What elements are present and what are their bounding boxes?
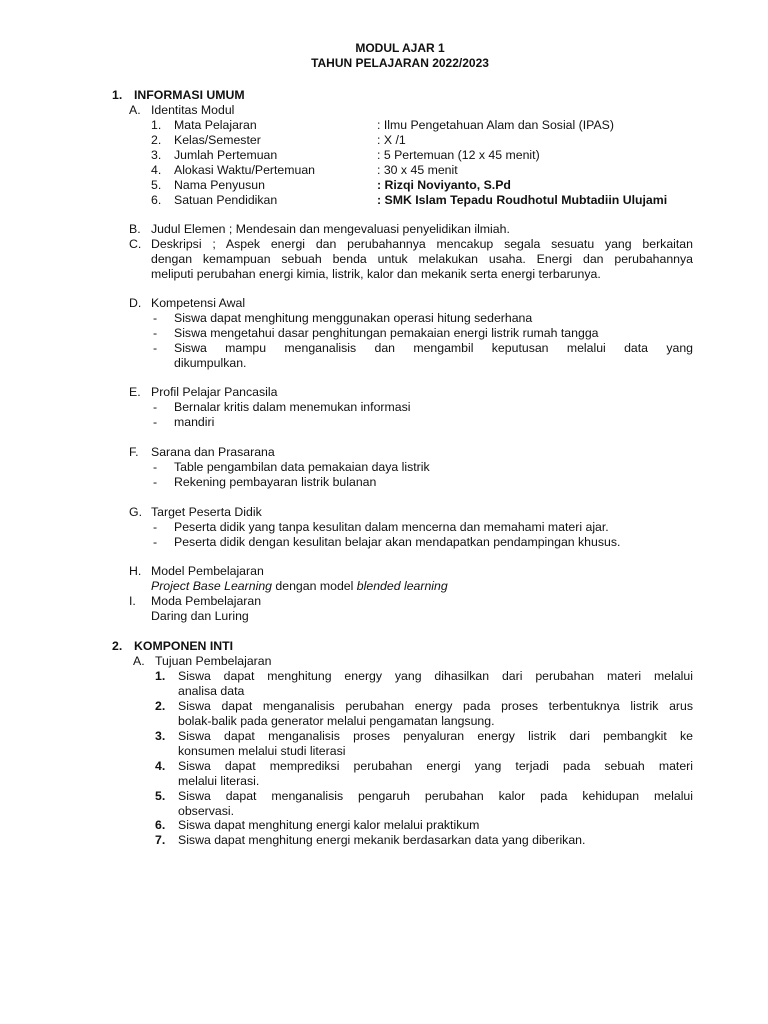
model-name: Project Base Learning xyxy=(151,579,272,593)
objective-line: konsumen melalui studi literasi xyxy=(178,744,346,758)
subsection-letter: F. xyxy=(129,445,139,459)
model-connector: dengan model xyxy=(272,579,357,593)
objective-line: Siswa dapat menganalisis proses penyaluran energy listrik dari pembangkit ke xyxy=(178,729,693,743)
bullet-dash: - xyxy=(153,400,158,414)
objective-line: Siswa dapat menganalisis perubahan energy pada proses terbentuknya listrik arus xyxy=(178,699,693,713)
row-number: 6. xyxy=(151,193,162,207)
list-item: Peserta didik yang tanpa kesulitan dalam mencerna dan memahami materi ajar. xyxy=(174,520,609,534)
row-label: Alokasi Waktu/Pertemuan xyxy=(174,163,316,177)
item-number: 7. xyxy=(155,833,166,847)
bullet-dash: - xyxy=(153,326,158,340)
bullet-dash: - xyxy=(153,520,158,534)
row-label: Nama Penyusun xyxy=(174,178,265,192)
row-value: : 30 x 45 menit xyxy=(377,163,458,177)
objective-line: Siswa dapat menghitung energi kalor melalui praktikum xyxy=(178,818,480,832)
section-1-number: 1. xyxy=(112,88,123,102)
subsection-title: Moda Pembelajaran xyxy=(151,594,262,608)
subsection-letter: E. xyxy=(129,385,141,399)
section-2-number: 2. xyxy=(112,639,123,653)
bullet-dash: - xyxy=(153,535,158,549)
list-item: Bernalar kritis dalam menemukan informasi xyxy=(174,400,411,414)
subsection-letter: D. xyxy=(129,296,142,310)
row-label: Mata Pelajaran xyxy=(174,118,257,132)
item-number: 1. xyxy=(155,669,166,683)
subsection-text: Daring dan Luring xyxy=(151,609,249,623)
list-item: Peserta didik dengan kesulitan belajar akan mendapatkan pendampingan khusus. xyxy=(174,535,621,549)
list-item: Table pengambilan data pemakaian daya listrik xyxy=(174,460,430,474)
item-number: 3. xyxy=(155,729,166,743)
bullet-dash: - xyxy=(153,311,158,325)
row-number: 5. xyxy=(151,178,162,192)
bullet-dash: - xyxy=(153,475,158,489)
objective-line: Siswa dapat menganalisis pengaruh perubahan kalor pada kehidupan melalui xyxy=(178,789,693,803)
row-value: : SMK Islam Tepadu Roudhotul Mubtadiin Ulujami xyxy=(377,193,668,207)
subsection-letter: A. xyxy=(133,654,145,668)
item-number: 5. xyxy=(155,789,166,803)
row-label: Kelas/Semester xyxy=(174,133,261,147)
subsection-letter: G. xyxy=(129,505,142,519)
row-value: : Ilmu Pengetahuan Alam dan Sosial (IPAS) xyxy=(377,118,614,132)
subsection-title: Profil Pelajar Pancasila xyxy=(151,385,278,399)
row-number: 2. xyxy=(151,133,162,147)
subsection-title: Target Peserta Didik xyxy=(151,505,262,519)
objective-line: Siswa dapat menghitung energi mekanik berdasarkan data yang diberikan. xyxy=(178,833,586,847)
item-number: 4. xyxy=(155,759,166,773)
subsection-title: Kompetensi Awal xyxy=(151,296,246,310)
list-item: mandiri xyxy=(174,415,215,429)
row-label: Satuan Pendidikan xyxy=(174,193,278,207)
subsection-title: Model Pembelajaran xyxy=(151,564,264,578)
row-number: 3. xyxy=(151,148,162,162)
bullet-dash: - xyxy=(153,460,158,474)
list-item: Siswa mengetahui dasar penghitungan pemakaian energi listrik rumah tangga xyxy=(174,326,599,340)
row-number: 1. xyxy=(151,118,162,132)
subsection-title: Sarana dan Prasarana xyxy=(151,445,275,459)
document-subtitle: TAHUN PELAJARAN 2022/2023 xyxy=(311,56,489,70)
subsection-letter: C. xyxy=(129,237,142,251)
model-type: blended learning xyxy=(356,579,448,593)
subsection-letter: A. xyxy=(129,103,141,117)
objective-line: bolak-balik pada generator melalui pengamatan langsung. xyxy=(178,714,495,728)
model-text xyxy=(151,579,448,594)
description-line: dengan kemampuan sebuah benda untuk melakukan usaha. Energi dan perubahannya xyxy=(151,252,693,266)
section-2-title: KOMPONEN INTI xyxy=(134,639,234,653)
section-1-title: INFORMASI UMUM xyxy=(134,88,245,102)
list-item: Siswa mampu menganalisis dan mengambil keputusan melalui data yang xyxy=(174,341,693,355)
description-line: Deskripsi ; Aspek energi dan perubahannya mencakup segala sesuatu yang berkaitan xyxy=(151,237,693,251)
document-title: MODUL AJAR 1 xyxy=(355,41,445,55)
item-number: 6. xyxy=(155,818,166,832)
item-number: 2. xyxy=(155,699,166,713)
row-value: : Rizqi Noviyanto, S.Pd xyxy=(377,178,511,192)
subsection-text: Judul Elemen ; Mendesain dan mengevaluasi penyelidikan ilmiah. xyxy=(151,222,510,236)
bullet-dash: - xyxy=(153,415,158,429)
row-value: : X /1 xyxy=(377,133,406,147)
subsection-letter: I. xyxy=(129,594,136,608)
subsection-letter: B. xyxy=(129,222,141,236)
row-number: 4. xyxy=(151,163,162,177)
subsection-title: Identitas Modul xyxy=(151,103,235,117)
objective-line: observasi. xyxy=(178,804,235,818)
row-label: Jumlah Pertemuan xyxy=(174,148,278,162)
list-item-continuation: dikumpulkan. xyxy=(174,356,247,370)
subsection-letter: H. xyxy=(129,564,142,578)
row-value: : 5 Pertemuan (12 x 45 menit) xyxy=(377,148,540,162)
objective-line: Siswa dapat memprediksi perubahan energi yang terjadi pada sebuah materi xyxy=(178,759,693,773)
description-line: meliputi perubahan energi kimia, listrik, kalor dan mekanik serta energi terbarunya. xyxy=(151,267,601,281)
list-item: Rekening pembayaran listrik bulanan xyxy=(174,475,377,489)
bullet-dash: - xyxy=(153,341,158,355)
objective-line: melalui literasi. xyxy=(178,774,260,788)
objective-line: Siswa dapat menghitung energy yang dihasilkan dari perubahan materi melalui xyxy=(178,669,693,683)
objective-line: analisa data xyxy=(178,684,245,698)
list-item: Siswa dapat menghitung menggunakan operasi hitung sederhana xyxy=(174,311,533,325)
subsection-title: Tujuan Pembelajaran xyxy=(155,654,272,668)
